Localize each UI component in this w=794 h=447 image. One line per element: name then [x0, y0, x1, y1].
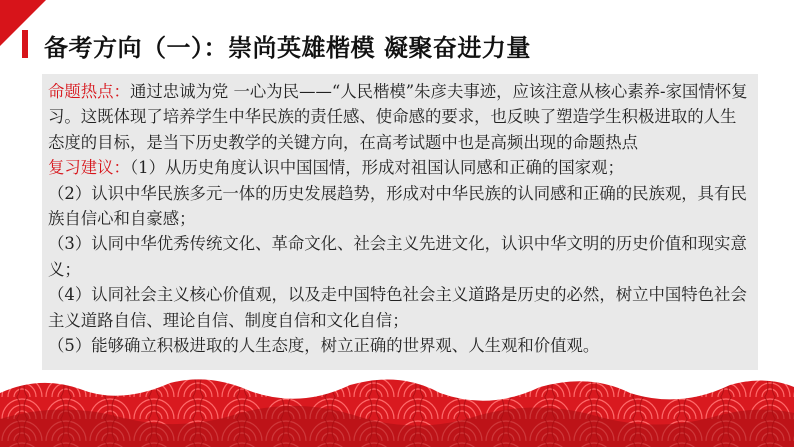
wave-pattern-decoration	[0, 375, 794, 447]
title-accent-bar	[22, 30, 28, 58]
hotspot-paragraph	[48, 79, 748, 155]
advice-label: 复习建议：	[48, 158, 130, 178]
hotspot-label: 命题热点：	[48, 82, 130, 101]
advice-item: （3）认同中华优秀传统文化、革命文化、社会主义先进文化，认识中华文明的历史价值和现实意义；	[48, 234, 747, 279]
hotspot-text: 通过忠诚为党 一心为民——“人民楷模”朱彦夫事迹，应该注意从核心素养-家国情怀复习。这既体现了培养学生中华民族的责任感、使命感的要求，也反映了塑造学生积极进取的人生态度的目标，是当下历史教学的关键方向，在高考试题中也是高频出现的命题热点	[48, 82, 748, 152]
advice-item: （4）认同社会主义核心价值观，以及走中国特色社会主义道路是历史的必然，树立中国特色社会主义道路自信、理论自信、制度自信和文化自信；	[48, 285, 747, 330]
page-title: 备考方向（一）：崇尚英雄楷模 凝聚奋进力量	[44, 34, 531, 62]
advice-item: （5）能够确立积极进取的人生态度，树立正确的世界观、人生观和价值观。	[48, 336, 600, 356]
advice-item: （2）认识中华民族多元一体的历史发展趋势，形成对中华民族的认同感和正确的民族观，具有民族自信心和自豪感；	[48, 183, 747, 229]
advice-paragraph	[48, 155, 748, 180]
advice-item: （1）从历史角度认识中国国情，形成对祖国认同感和正确的国家观；	[129, 158, 624, 178]
content-box	[42, 74, 758, 370]
